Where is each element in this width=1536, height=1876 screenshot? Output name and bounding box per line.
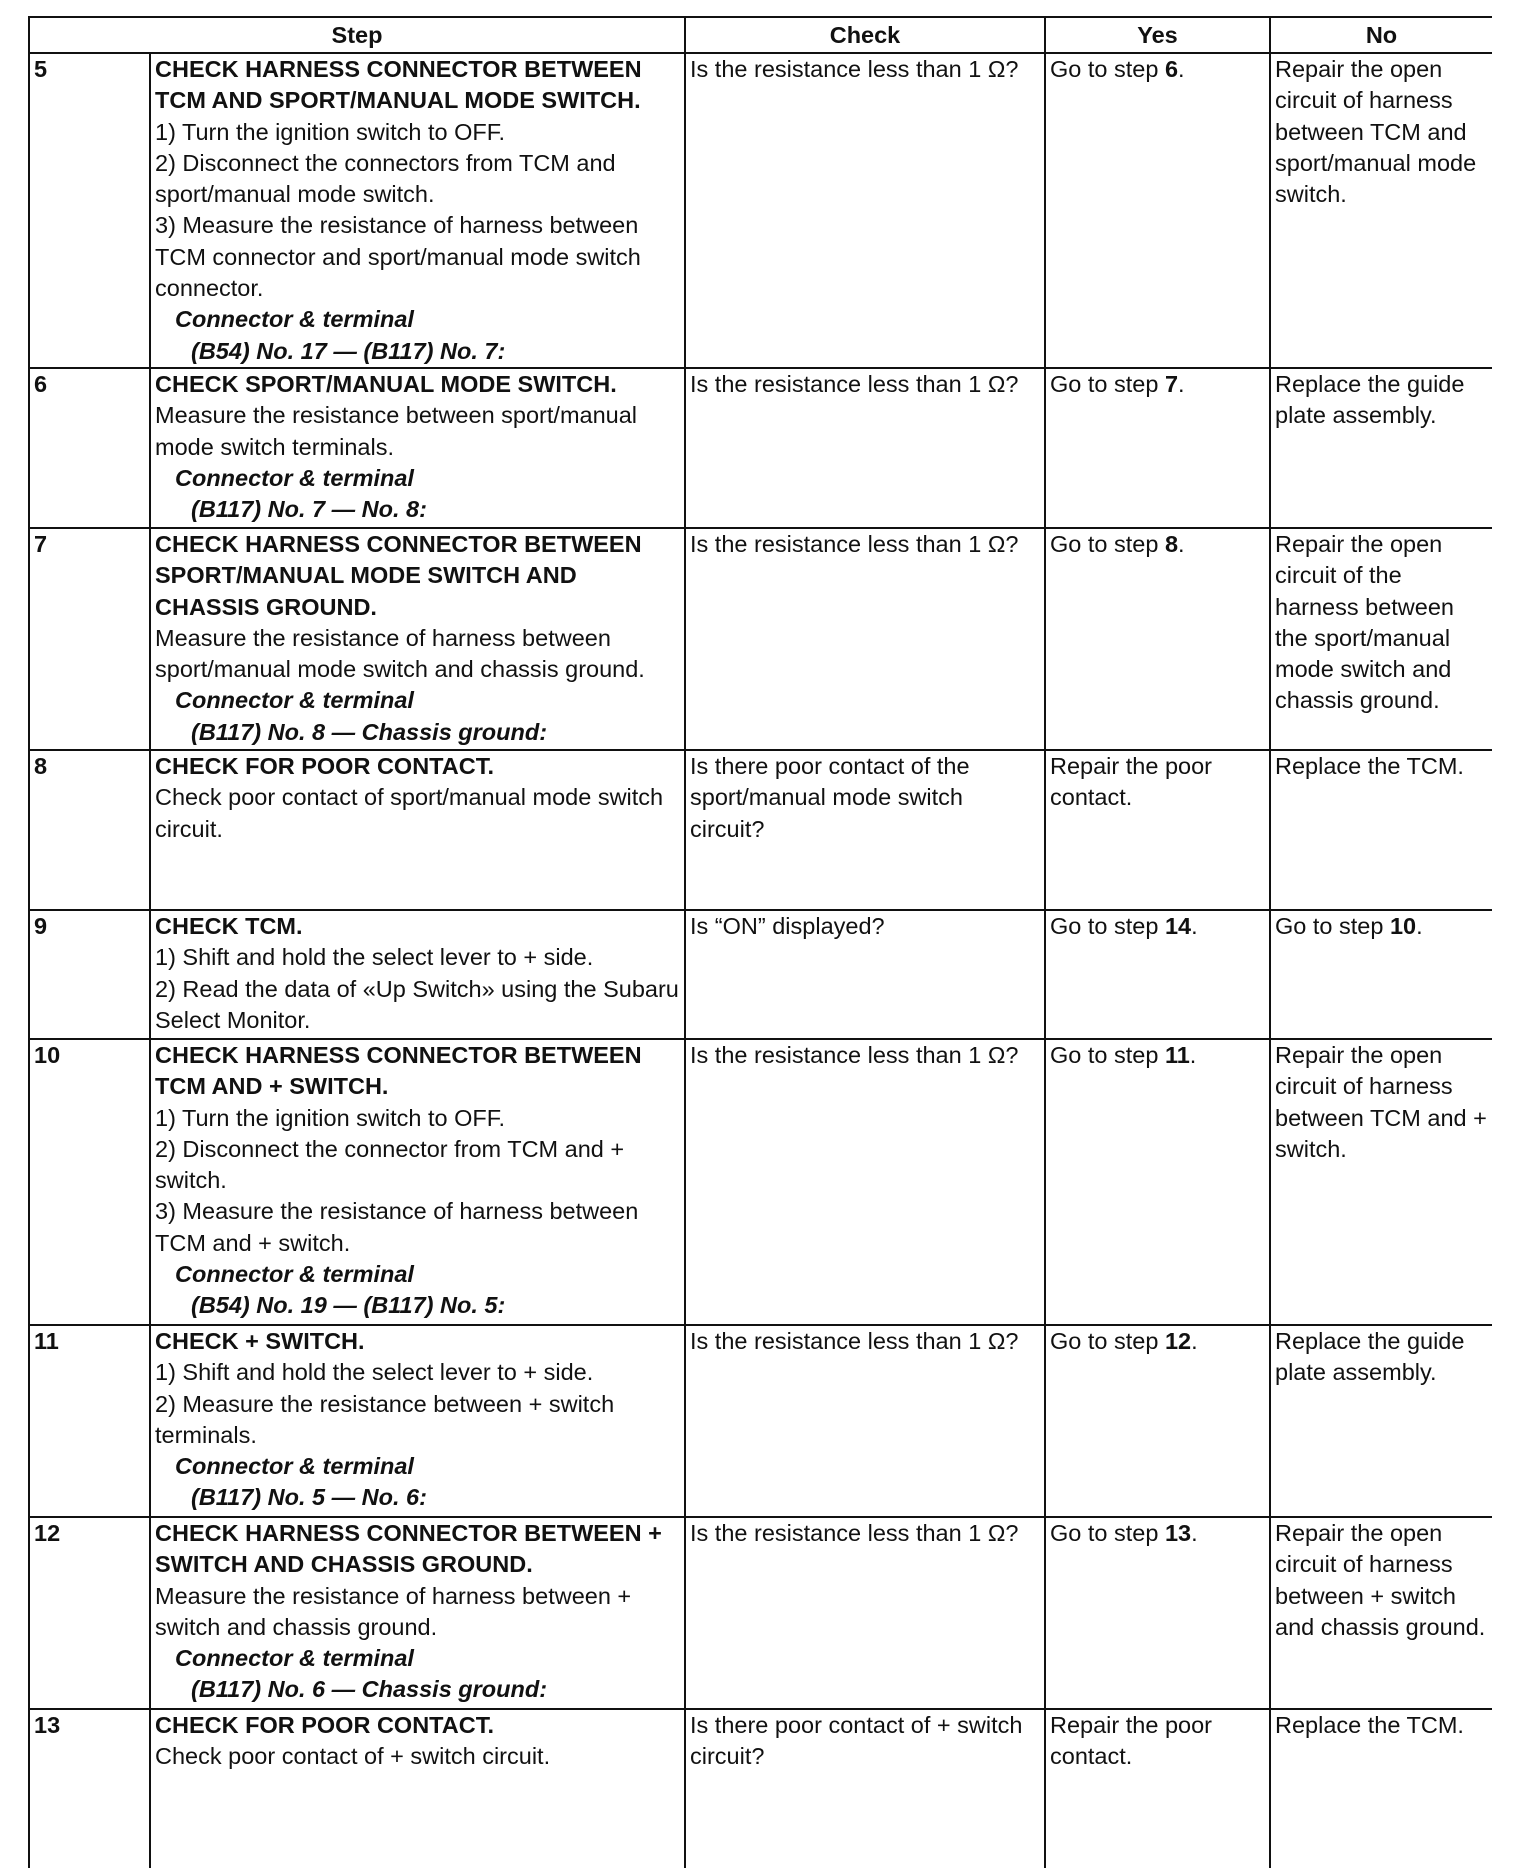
- step-description: [150, 53, 685, 368]
- no-cell: Replace the TCM.: [1270, 1709, 1492, 1868]
- step-title: CHECK SPORT/MANUAL MODE SWITCH.: [155, 370, 617, 397]
- connector-terminal-value: (B117) No. 6 — Chassis ground:: [191, 1676, 548, 1703]
- connector-terminal-value: (B117) No. 5 — No. 6:: [191, 1484, 427, 1511]
- step-description: [150, 1325, 685, 1517]
- connector-terminal-label: Connector & terminal: [175, 464, 414, 491]
- check-cell: Is the resistance less than 1 Ω?: [685, 1517, 1045, 1709]
- yes-cell: [1045, 1709, 1270, 1868]
- yes-suffix: .: [1189, 1041, 1197, 1068]
- yes-step-ref: 11: [1164, 1041, 1190, 1068]
- table-row: [29, 1325, 1492, 1517]
- no-suffix: .: [1416, 912, 1423, 939]
- step-description: [150, 1709, 685, 1868]
- step-number: 12: [29, 1517, 150, 1709]
- step-instruction: 2) Read the data of «Up Switch» using the Subaru Select Monitor.: [155, 975, 679, 1033]
- step-instruction: Check poor contact of sport/manual mode switch circuit.: [155, 784, 664, 842]
- no-cell: Repair the open circuit of the harness between the sport/manual mode switch and chassis ground.: [1270, 528, 1492, 750]
- check-cell: Is the resistance less than 1 Ω?: [685, 53, 1045, 368]
- table-row: [29, 1517, 1492, 1709]
- diagnostic-procedure-table: [28, 16, 1492, 1868]
- table-row: [29, 53, 1492, 368]
- no-text: Go to step: [1275, 912, 1390, 939]
- step-instruction: 1) Turn the ignition switch to OFF.: [155, 1104, 506, 1131]
- check-cell: Is the resistance less than 1 Ω?: [685, 528, 1045, 750]
- step-instruction: Check poor contact of + switch circuit.: [155, 1743, 551, 1770]
- yes-text: Go to step: [1050, 1041, 1165, 1068]
- step-instruction: 3) Measure the resistance of harness between TCM connector and sport/manual mode switch connector.: [155, 212, 641, 302]
- step-number: 11: [29, 1325, 150, 1517]
- step-number: 13: [29, 1709, 150, 1868]
- step-description: [150, 368, 685, 528]
- step-description: [150, 528, 685, 750]
- step-instruction: Measure the resistance between sport/manual mode switch terminals.: [155, 402, 638, 460]
- step-title: CHECK FOR POOR CONTACT.: [155, 1711, 495, 1738]
- connector-terminal-value: (B117) No. 8 — Chassis ground:: [191, 718, 548, 745]
- step-instruction: Measure the resistance of harness between + switch and chassis ground.: [155, 1582, 632, 1640]
- yes-suffix: .: [1178, 370, 1185, 397]
- connector-terminal-value: (B54) No. 17 — (B117) No. 7:: [191, 337, 506, 364]
- step-number: 6: [29, 368, 150, 528]
- header-no: No: [1270, 17, 1492, 53]
- check-cell: Is the resistance less than 1 Ω?: [685, 1039, 1045, 1325]
- connector-terminal-label: Connector & terminal: [175, 687, 414, 714]
- connector-terminal-label: Connector & terminal: [175, 1453, 414, 1480]
- step-description: [150, 910, 685, 1039]
- yes-cell: [1045, 368, 1270, 528]
- step-title: CHECK + SWITCH.: [155, 1327, 365, 1354]
- check-cell: Is the resistance less than 1 Ω?: [685, 368, 1045, 528]
- yes-suffix: .: [1191, 912, 1198, 939]
- table-row: [29, 1039, 1492, 1325]
- yes-step-ref: 6: [1164, 56, 1179, 82]
- step-instruction: 3) Measure the resistance of harness between TCM and + switch.: [155, 1198, 639, 1256]
- check-cell: Is “ON” displayed?: [685, 910, 1045, 1039]
- diagnostic-table-page: [28, 16, 1492, 1868]
- table-row: [29, 1709, 1492, 1868]
- yes-text: Go to step: [1050, 56, 1165, 82]
- step-description: [150, 1039, 685, 1325]
- table-row: [29, 910, 1492, 1039]
- step-title: CHECK FOR POOR CONTACT.: [155, 752, 495, 779]
- connector-terminal-value: (B117) No. 7 — No. 8:: [191, 496, 427, 523]
- step-number: 9: [29, 910, 150, 1039]
- yes-step-ref: 13: [1164, 1519, 1192, 1546]
- yes-suffix: .: [1178, 56, 1185, 82]
- step-instruction: Measure the resistance of harness between sport/manual mode switch and chassis ground.: [155, 624, 645, 683]
- yes-text: Go to step: [1050, 912, 1165, 939]
- step-instruction: 2) Measure the resistance between + switch terminals.: [155, 1390, 615, 1448]
- yes-cell: [1045, 1039, 1270, 1325]
- yes-suffix: .: [1191, 1519, 1198, 1546]
- connector-terminal-label: Connector & terminal: [175, 1261, 414, 1288]
- check-cell: Is there poor contact of + switch circuit?: [685, 1709, 1045, 1868]
- step-instruction: 2) Disconnect the connectors from TCM and sport/manual mode switch.: [155, 149, 616, 208]
- step-title: CHECK HARNESS CONNECTOR BETWEEN TCM AND + SWITCH.: [155, 1041, 642, 1100]
- connector-terminal-label: Connector & terminal: [175, 306, 414, 333]
- check-cell: Is the resistance less than 1 Ω?: [685, 1325, 1045, 1517]
- table-row: [29, 528, 1492, 750]
- yes-text: Go to step: [1050, 1327, 1165, 1354]
- no-cell: Repair the open circuit of harness between + switch and chassis ground.: [1270, 1517, 1492, 1709]
- check-cell: Is there poor contact of the sport/manual mode switch circuit?: [685, 750, 1045, 910]
- yes-suffix: .: [1178, 530, 1185, 557]
- connector-terminal-label: Connector & terminal: [175, 1645, 414, 1672]
- no-cell: Replace the TCM.: [1270, 750, 1492, 910]
- step-title: CHECK HARNESS CONNECTOR BETWEEN + SWITCH AND CHASSIS GROUND.: [155, 1519, 662, 1578]
- step-instruction: 1) Shift and hold the select lever to + side.: [155, 944, 594, 971]
- yes-step-ref: 14: [1164, 912, 1192, 939]
- yes-step-ref: 8: [1164, 530, 1179, 557]
- step-instruction: 2) Disconnect the connector from TCM and + switch.: [155, 1135, 625, 1194]
- no-cell: Repair the open circuit of harness between TCM and sport/manual mode switch.: [1270, 53, 1492, 368]
- yes-text: Go to step: [1050, 370, 1165, 397]
- yes-cell: [1045, 1325, 1270, 1517]
- step-number: 5: [29, 53, 150, 368]
- no-cell: [1270, 910, 1492, 1039]
- yes-cell: [1045, 1517, 1270, 1709]
- yes-text: Repair the poor contact.: [1050, 752, 1212, 811]
- step-title: CHECK HARNESS CONNECTOR BETWEEN SPORT/MANUAL MODE SWITCH AND CHASSIS GROUND.: [155, 530, 642, 620]
- step-description: [150, 750, 685, 910]
- step-description: [150, 1517, 685, 1709]
- step-instruction: 1) Shift and hold the select lever to + side.: [155, 1359, 594, 1386]
- yes-step-ref: 7: [1164, 370, 1179, 397]
- yes-cell: [1045, 528, 1270, 750]
- step-title: CHECK HARNESS CONNECTOR BETWEEN TCM AND SPORT/MANUAL MODE SWITCH.: [155, 56, 642, 114]
- step-number: 8: [29, 750, 150, 910]
- header-yes: Yes: [1045, 17, 1270, 53]
- yes-suffix: .: [1191, 1327, 1198, 1354]
- yes-text: Repair the poor contact.: [1050, 1711, 1212, 1770]
- yes-text: Go to step: [1050, 1519, 1165, 1546]
- step-number: 7: [29, 528, 150, 750]
- yes-cell: [1045, 910, 1270, 1039]
- yes-text: Go to step: [1050, 530, 1165, 557]
- no-cell: Repair the open circuit of harness between TCM and + switch.: [1270, 1039, 1492, 1325]
- connector-terminal-value: (B54) No. 19 — (B117) No. 5:: [191, 1292, 506, 1319]
- no-cell: Replace the guide plate assembly.: [1270, 1325, 1492, 1517]
- yes-step-ref: 12: [1164, 1327, 1192, 1354]
- yes-cell: [1045, 53, 1270, 368]
- header-check: Check: [685, 17, 1045, 53]
- table-row: [29, 368, 1492, 528]
- step-instruction: 1) Turn the ignition switch to OFF.: [155, 118, 506, 145]
- table-header-row: [29, 17, 1492, 53]
- no-step-ref: 10: [1389, 912, 1417, 939]
- step-title: CHECK TCM.: [155, 912, 303, 939]
- step-number: 10: [29, 1039, 150, 1325]
- yes-cell: [1045, 750, 1270, 910]
- header-step: Step: [29, 17, 685, 53]
- table-row: [29, 750, 1492, 910]
- no-cell: Replace the guide plate assembly.: [1270, 368, 1492, 528]
